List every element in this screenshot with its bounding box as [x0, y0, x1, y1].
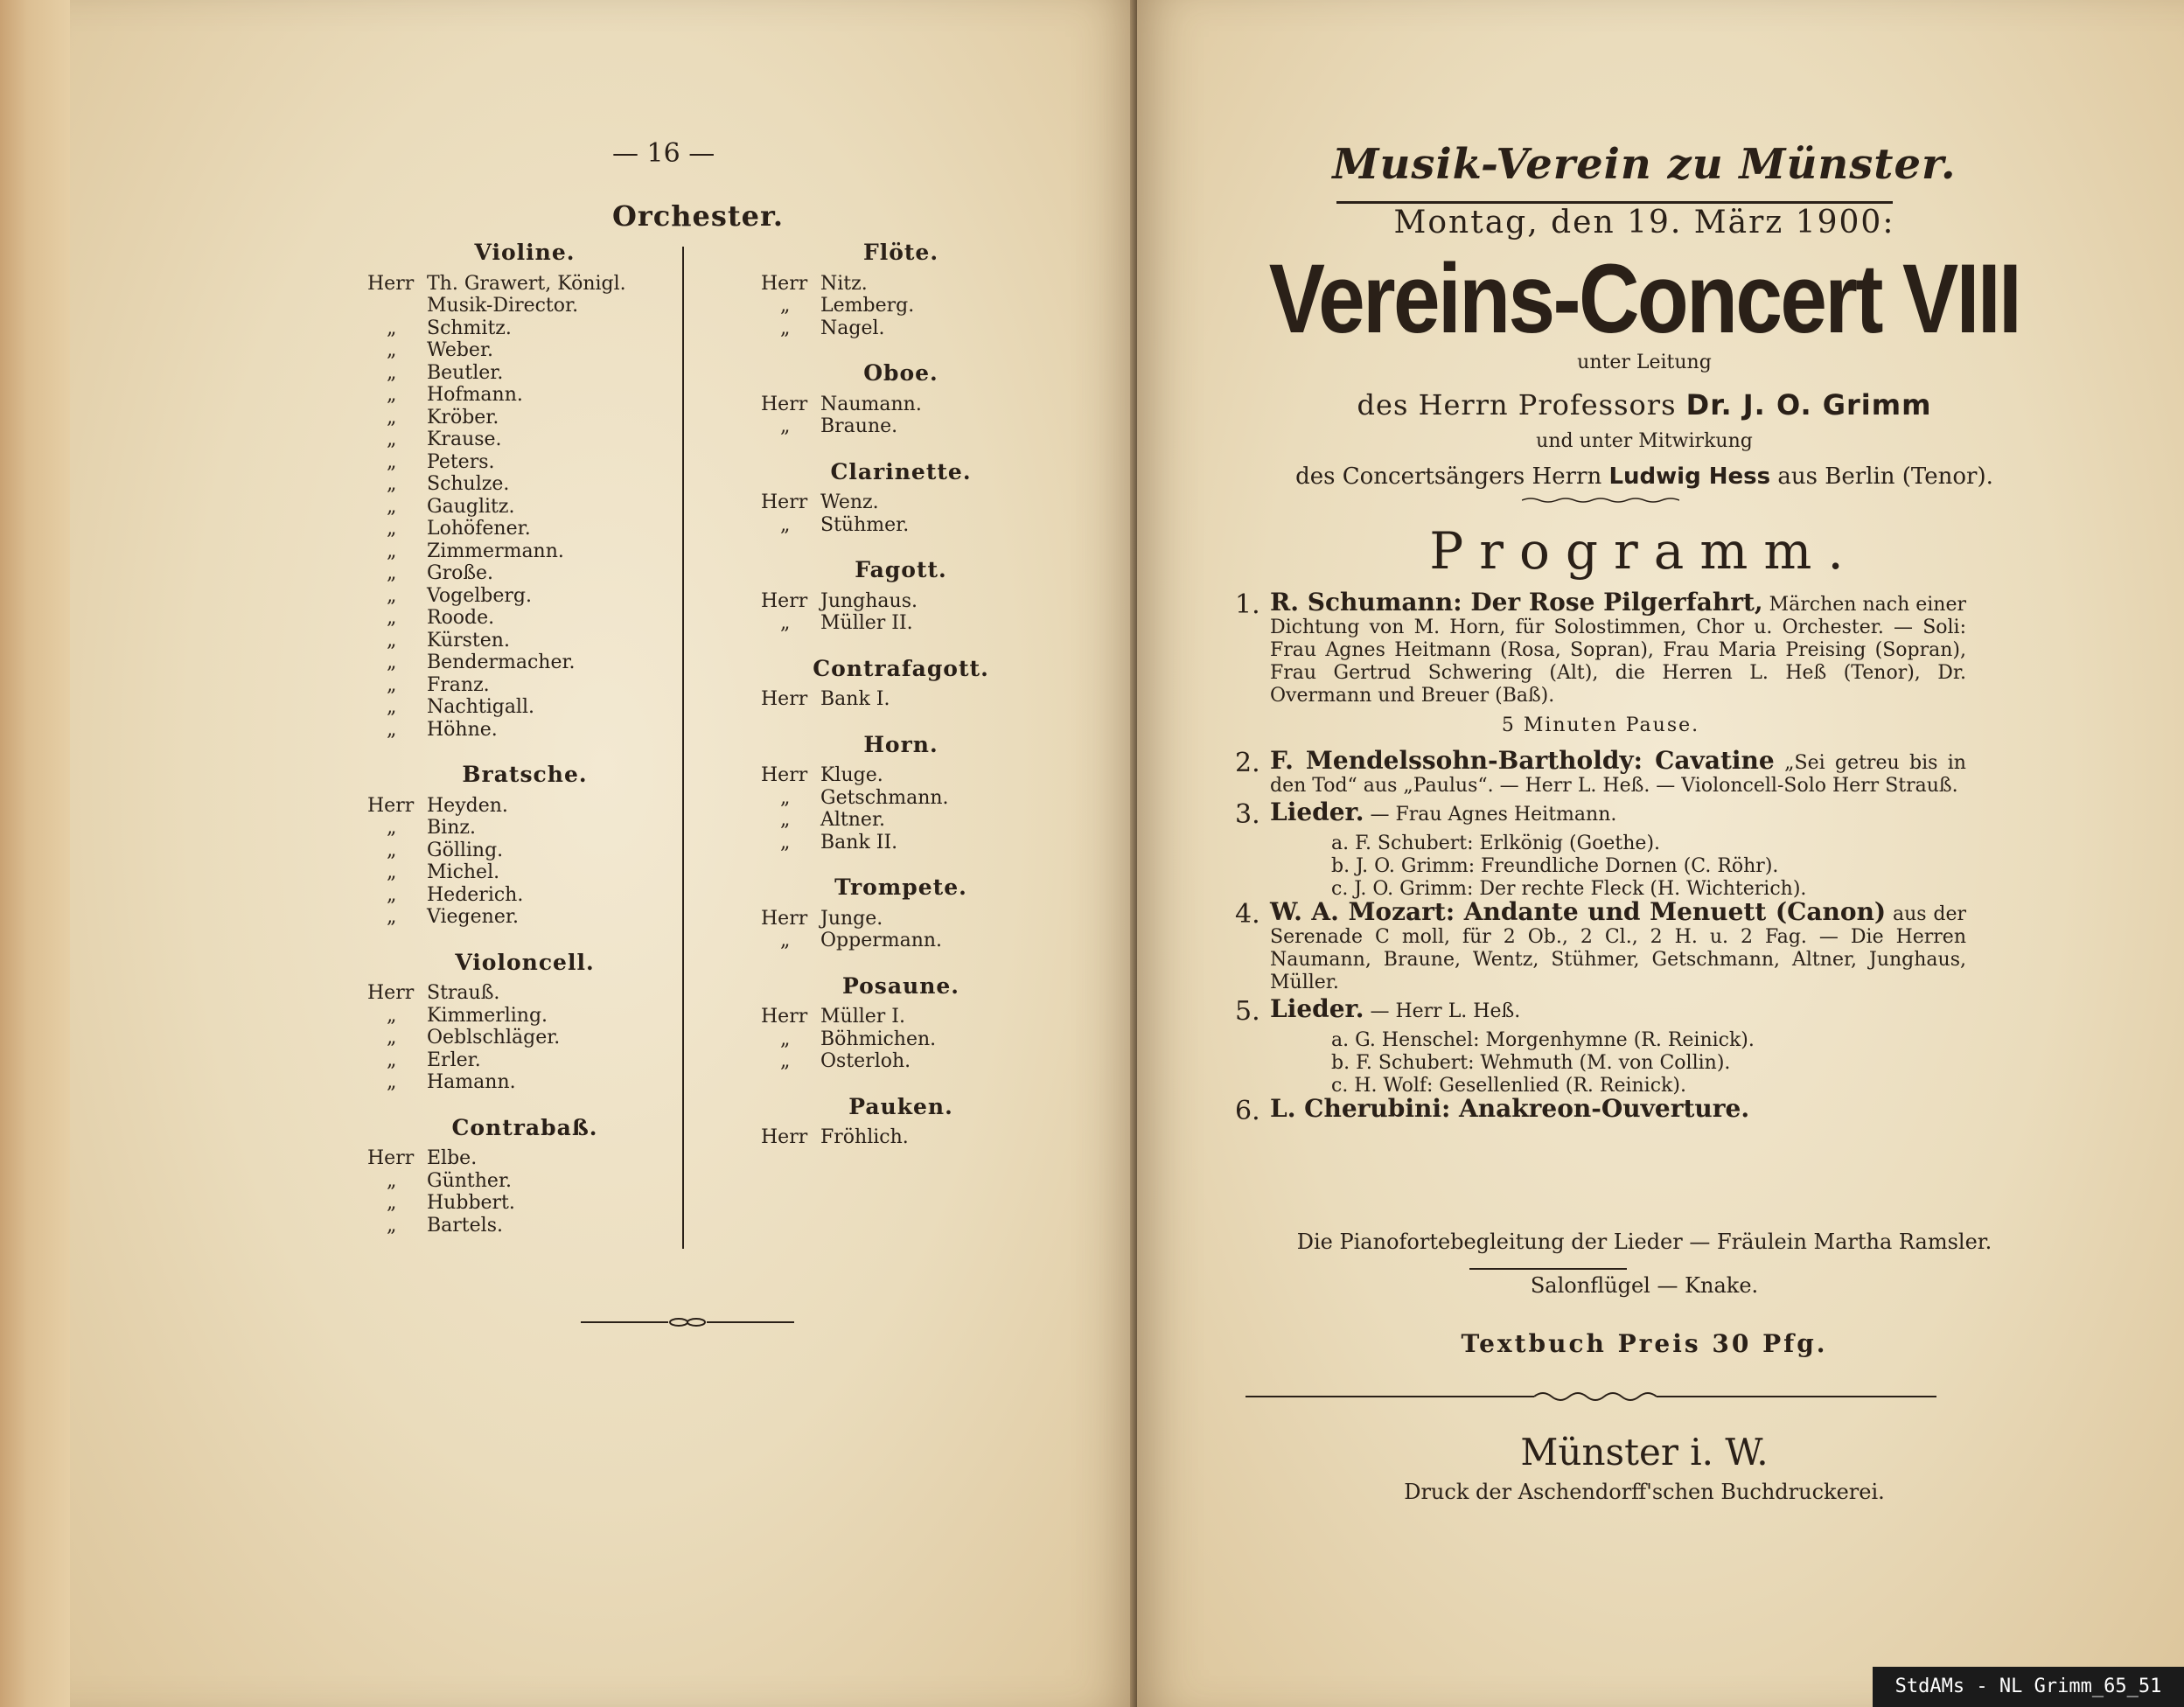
member-name: Hofmann. [427, 384, 523, 406]
instrument-section-heading: Horn. [863, 731, 938, 757]
orchestra-member [367, 795, 682, 818]
member-prefix: „ [387, 906, 397, 928]
member-prefix: „ [387, 839, 397, 861]
orchestra-member [367, 362, 682, 385]
member-prefix: Herr [761, 393, 808, 415]
item-text: aus der Serenade C moll, für 2 Ob., 2 Cl., 2 H. u. 2 Fag. — Die Herren Naumann, Braune, Wentz, Stühmer, Getschmann, Altner, Junghaus, Müller. [1270, 903, 1967, 993]
member-prefix: „ [387, 673, 397, 696]
member-prefix: „ [387, 1004, 397, 1027]
member-prefix: „ [387, 607, 397, 629]
book-edge [0, 0, 70, 1707]
orchestra-member [761, 930, 1041, 952]
orchestra-member [761, 1126, 1041, 1149]
orchestra-member [367, 696, 682, 719]
instrument-section-heading: Contrabaß. [451, 1114, 598, 1140]
squiggle-divider [1522, 497, 1679, 504]
orchestra-member [761, 491, 1041, 514]
instrument-section-heading: Pauken. [848, 1093, 953, 1119]
orchestra-member [367, 496, 682, 519]
archive-stamp: StdAMs - NL Grimm_65_51 [1873, 1667, 2184, 1707]
orchestra-member [367, 607, 682, 630]
item-lead: F. Mendelssohn-Bartholdy: Cavatine [1270, 746, 1775, 775]
member-prefix: „ [387, 562, 397, 584]
lieder-sub-item: a. F. Schubert: Erlkönig (Goethe). [1331, 833, 1661, 854]
member-name: Bank II. [820, 831, 898, 854]
section-gap [761, 536, 1041, 554]
participation-line: und unter Mitwirkung [1536, 430, 1753, 452]
orchestra-member [367, 1147, 682, 1170]
member-name: Hubbert. [427, 1192, 515, 1214]
place-of-print: Münster i. W. [1520, 1431, 1769, 1474]
section-gap [761, 438, 1041, 456]
member-name: Kluge. [820, 764, 883, 786]
society-title: Musik-Verein zu Münster. [1332, 140, 1957, 189]
member-prefix: „ [780, 612, 791, 634]
member-name: Roode. [427, 607, 495, 629]
ornament-divider [1246, 1390, 1936, 1403]
orchestra-member [761, 764, 1041, 787]
member-prefix: „ [780, 930, 791, 951]
orchestra-member [367, 982, 682, 1005]
member-name: Braune. [820, 415, 898, 437]
member-name: Gölling. [427, 839, 504, 861]
member-prefix: „ [780, 295, 791, 317]
soloist-line [1207, 463, 2082, 490]
member-name: Wenz. [820, 491, 879, 513]
orchestra-member [761, 590, 1041, 613]
item-number: 6. [1235, 1096, 1260, 1126]
member-prefix: „ [387, 361, 397, 384]
soloist-prefix: des Concertsängers Herrn [1295, 463, 1602, 490]
salon-rule [1469, 1268, 1627, 1270]
member-name: Lemberg. [820, 295, 915, 317]
section-gap [761, 952, 1041, 970]
orchestra-member [761, 908, 1041, 930]
member-name: Strauß. [427, 982, 500, 1004]
member-prefix: „ [387, 1192, 397, 1214]
orchestra-member [367, 840, 682, 862]
orchestra-member [761, 273, 1041, 296]
member-prefix: „ [387, 1027, 397, 1049]
item-lead: L. Cherubini: Anakreon-Ouverture. [1270, 1094, 1750, 1123]
pause-note: 5 Minuten Pause. [1501, 714, 1700, 736]
member-name: Franz. [427, 673, 490, 696]
item-text: — Herr L. Heß. [1370, 1000, 1521, 1022]
instrument-section-heading: Bratsche. [462, 762, 588, 787]
member-name: Elbe. [427, 1147, 478, 1169]
member-prefix: „ [387, 384, 397, 406]
member-name: Schulze. [427, 473, 510, 495]
member-name: Getschmann. [820, 786, 949, 809]
orchestra-member [367, 861, 682, 884]
section-gap [761, 339, 1041, 357]
member-name: Bendermacher. [427, 651, 576, 673]
item-lead: Lieder. [1270, 994, 1364, 1023]
member-prefix: Herr [761, 491, 808, 513]
orchestra-right-column [761, 236, 1041, 1149]
member-prefix: „ [387, 317, 397, 339]
member-prefix: Herr [761, 589, 808, 612]
section-gap [367, 929, 682, 946]
orchestra-member [367, 295, 682, 317]
orchestra-member [367, 562, 682, 585]
item-lead: Lieder. [1270, 798, 1364, 826]
member-name: Nitz. [820, 272, 868, 295]
ornament-divider [581, 1317, 794, 1327]
member-prefix: „ [387, 817, 397, 839]
orchestra-member [761, 1006, 1041, 1028]
item-lead: R. Schumann: Der Rose Pilgerfahrt, [1270, 588, 1763, 617]
orchestra-member [367, 1215, 682, 1237]
member-prefix: Herr [367, 982, 415, 1004]
member-name: Musik-Director. [427, 295, 579, 317]
programme-item [1235, 588, 1967, 707]
item-text: „Sei getreu bis in den Tod“ aus „Paulus“. — Herr L. Heß. — Violoncell-Solo Herr Strauß. [1270, 752, 1966, 797]
printer-line: Druck der Aschendorff'schen Buchdruckerei. [1404, 1480, 1885, 1504]
instrument-section-heading: Flöte. [862, 240, 939, 265]
orchestra-member [367, 817, 682, 840]
orchestra-member [761, 295, 1041, 317]
member-name: Binz. [427, 817, 476, 839]
member-prefix: „ [387, 629, 397, 651]
member-prefix: „ [387, 861, 397, 883]
member-prefix: „ [387, 651, 397, 673]
member-name: Kimmerling. [427, 1004, 548, 1027]
member-name: Hamann. [427, 1071, 516, 1093]
lieder-sub-item: b. J. O. Grimm: Freundliche Dornen (C. Röhr). [1331, 855, 1779, 877]
member-prefix: „ [387, 584, 397, 607]
lieder-sub-item: c. J. O. Grimm: Der rechte Fleck (H. Wichterich). [1331, 878, 1807, 900]
member-name: Erler. [427, 1049, 481, 1071]
member-name: Junge. [820, 907, 883, 930]
member-name: Kröber. [427, 406, 499, 428]
member-prefix: Herr [761, 764, 808, 786]
member-name: Zimmermann. [427, 540, 564, 562]
member-prefix: „ [780, 1050, 791, 1072]
orchestra-member [761, 1050, 1041, 1073]
under-direction: unter Leitung [1577, 352, 1712, 373]
item-text: Märchen nach einer Dichtung von M. Horn, für Solostimmen, Chor u. Orchester. — Soli: Frau Agnes Heitmann (Rosa, Sopran), Frau Maria Preising (Sopran), Frau Gertrud Schwering (Alt), die Herren L. Heß (Tenor), Dr. Overmann und Breuer (Baß). [1270, 594, 1967, 707]
orchestra-member [367, 273, 682, 296]
orchestra-member [761, 317, 1041, 340]
member-prefix: Herr [761, 907, 808, 930]
member-prefix: „ [780, 1028, 791, 1050]
orchestra-member [367, 719, 682, 742]
member-prefix: Herr [761, 1006, 808, 1028]
member-name: Peters. [427, 450, 495, 473]
member-name: Stühmer. [820, 513, 910, 536]
orchestra-member [367, 1170, 682, 1193]
orchestra-member [367, 651, 682, 674]
column-divider [682, 247, 684, 1249]
orchestra-member [367, 1005, 682, 1028]
member-name: Osterloh. [820, 1050, 911, 1072]
programme-item [1235, 897, 1967, 994]
item-number: 5. [1235, 996, 1260, 1027]
programme-item [1235, 994, 1966, 1027]
item-number: 4. [1235, 899, 1260, 930]
member-name: Große. [427, 562, 494, 584]
orchestra-member [367, 317, 682, 340]
soloist-name: Ludwig Hess [1608, 463, 1771, 490]
member-prefix: „ [387, 339, 397, 361]
conductor-line [1207, 388, 2082, 422]
member-name: Oeblschläger. [427, 1027, 561, 1049]
item-number: 1. [1235, 589, 1260, 620]
soloist-suffix: aus Berlin (Tenor). [1777, 463, 1993, 490]
member-name: Höhne. [427, 718, 498, 741]
orchestra-member [761, 688, 1041, 711]
member-prefix: Herr [761, 1126, 808, 1148]
section-gap [761, 854, 1041, 871]
member-name: Viegener. [427, 906, 519, 928]
member-name: Nagel. [820, 317, 885, 339]
item-number: 3. [1235, 799, 1260, 830]
orchestra-member [367, 630, 682, 652]
orchestra-member [367, 674, 682, 697]
programme-item [1235, 746, 1966, 798]
member-name: Nachtigall. [427, 696, 534, 718]
member-prefix: „ [387, 1049, 397, 1071]
textbook-price: Textbuch Preis 30 Pfg. [1461, 1329, 1828, 1358]
member-prefix: Herr [367, 272, 415, 295]
orchestra-heading: Orchester. [612, 199, 785, 233]
section-gap [761, 1073, 1041, 1090]
member-name: Vogelberg. [427, 584, 532, 607]
orchestra-member [761, 394, 1041, 416]
conductor-name: Dr. J. O. Grimm [1685, 388, 1932, 422]
member-prefix: „ [387, 428, 397, 450]
member-name: Th. Grawert, Königl. [427, 272, 626, 295]
orchestra-member [367, 518, 682, 540]
member-name: Altner. [820, 809, 886, 831]
item-lead: W. A. Mozart: Andante und Menuett (Canon) [1270, 897, 1887, 926]
member-name: Lohöfener. [427, 518, 531, 540]
member-name: Kürsten. [427, 629, 510, 651]
member-prefix: „ [387, 540, 397, 562]
concert-date: Montag, den 19. März 1900: [1393, 205, 1895, 240]
member-name: Bank I. [820, 688, 890, 710]
member-name: Junghaus. [820, 589, 918, 612]
title-underline [1336, 201, 1893, 204]
section-gap [761, 711, 1041, 728]
conductor-prefix: des Herrn Professors [1357, 388, 1677, 422]
member-prefix: „ [387, 718, 397, 741]
member-prefix: „ [387, 1214, 397, 1237]
page-number: — 16 — [612, 138, 715, 169]
orchestra-member [367, 1027, 682, 1049]
member-prefix: „ [780, 415, 791, 437]
member-name: Bartels. [427, 1214, 503, 1237]
member-prefix: Herr [761, 688, 808, 710]
programme-heading: Programm. [1429, 521, 1860, 581]
member-prefix: Herr [761, 272, 808, 295]
member-prefix: Herr [367, 794, 415, 817]
programme-list [1235, 588, 1967, 1129]
member-prefix: „ [780, 809, 791, 831]
instrument-section-heading: Violoncell. [455, 949, 595, 975]
member-prefix: „ [387, 473, 397, 495]
member-name: Heyden. [427, 794, 508, 817]
orchestra-member [367, 339, 682, 362]
instrument-section-heading: Fagott. [855, 557, 947, 582]
orchestra-member [367, 384, 682, 407]
section-gap [367, 741, 682, 758]
member-name: Oppermann. [820, 930, 943, 951]
orchestra-member [367, 428, 682, 451]
orchestra-member [367, 1049, 682, 1072]
member-name: Krause. [427, 428, 502, 450]
section-gap [367, 1094, 682, 1111]
orchestra-member [761, 832, 1041, 854]
instrument-section-heading: Posaune. [841, 972, 960, 999]
orchestra-member [761, 787, 1041, 810]
instrument-section-heading: Trompete. [834, 874, 967, 900]
orchestra-left-column [367, 236, 682, 1237]
member-prefix: Herr [367, 1147, 415, 1169]
orchestra-member [367, 585, 682, 608]
member-name: Hederich. [427, 883, 524, 906]
member-prefix: „ [387, 1071, 397, 1093]
lieder-sub-item: a. G. Henschel: Morgenhymne (R. Reinick). [1331, 1029, 1755, 1051]
member-prefix: „ [387, 1169, 397, 1192]
member-name: Günther. [427, 1169, 513, 1192]
piano-accompaniment: Die Pianofortebegleitung der Lieder — Fräulein Martha Ramsler. [1296, 1230, 1992, 1254]
orchestra-member [367, 884, 682, 907]
member-name: Müller II. [820, 612, 913, 634]
member-name: Michel. [427, 861, 500, 883]
orchestra-member [367, 451, 682, 474]
member-prefix: „ [387, 883, 397, 906]
member-prefix: „ [780, 317, 791, 339]
member-prefix: „ [387, 696, 397, 718]
item-number: 2. [1235, 748, 1260, 778]
programme-item [1235, 798, 1966, 830]
member-name: Naumann. [820, 393, 922, 415]
member-name: Beutler. [427, 361, 504, 384]
orchestra-member [761, 809, 1041, 832]
member-name: Fröhlich. [820, 1126, 909, 1148]
instrument-section-heading: Clarinette. [830, 458, 972, 484]
instrument-section-heading: Contrafagott. [813, 655, 989, 681]
member-prefix: „ [387, 406, 397, 428]
orchestra-member [367, 407, 682, 429]
member-prefix [367, 295, 427, 317]
orchestra-member [761, 1028, 1041, 1051]
item-text: — Frau Agnes Heitmann. [1370, 804, 1617, 826]
member-name: Schmitz. [427, 317, 512, 339]
programme-item [1235, 1094, 1966, 1126]
orchestra-member [367, 540, 682, 563]
grand-piano-note: Salonflügel — Knake. [1530, 1273, 1759, 1298]
orchestra-member [367, 473, 682, 496]
member-prefix: „ [387, 518, 397, 540]
orchestra-member [367, 906, 682, 929]
concert-title: Vereins-Concert VIII [1268, 244, 2020, 353]
lieder-sub-item: b. F. Schubert: Wehmuth (M. von Collin). [1331, 1052, 1731, 1074]
orchestra-member [367, 1071, 682, 1094]
instrument-section-heading: Violine. [474, 240, 576, 265]
orchestra-member [761, 612, 1041, 635]
member-name: Müller I. [820, 1006, 905, 1028]
lieder-sub-item: c. H. Wolf: Gesellenlied (R. Reinick). [1331, 1075, 1686, 1097]
member-name: Gauglitz. [427, 495, 515, 518]
member-name: Weber. [427, 339, 494, 361]
orchestra-member [761, 415, 1041, 438]
member-prefix: „ [780, 831, 791, 854]
member-prefix: „ [780, 786, 791, 809]
member-prefix: „ [387, 450, 397, 473]
member-name: Böhmichen. [820, 1028, 937, 1050]
member-prefix: „ [780, 513, 791, 536]
orchestra-member [367, 1192, 682, 1215]
instrument-section-heading: Oboe. [863, 360, 938, 386]
orchestra-member [761, 514, 1041, 537]
section-gap [761, 635, 1041, 652]
member-prefix: „ [387, 495, 397, 518]
